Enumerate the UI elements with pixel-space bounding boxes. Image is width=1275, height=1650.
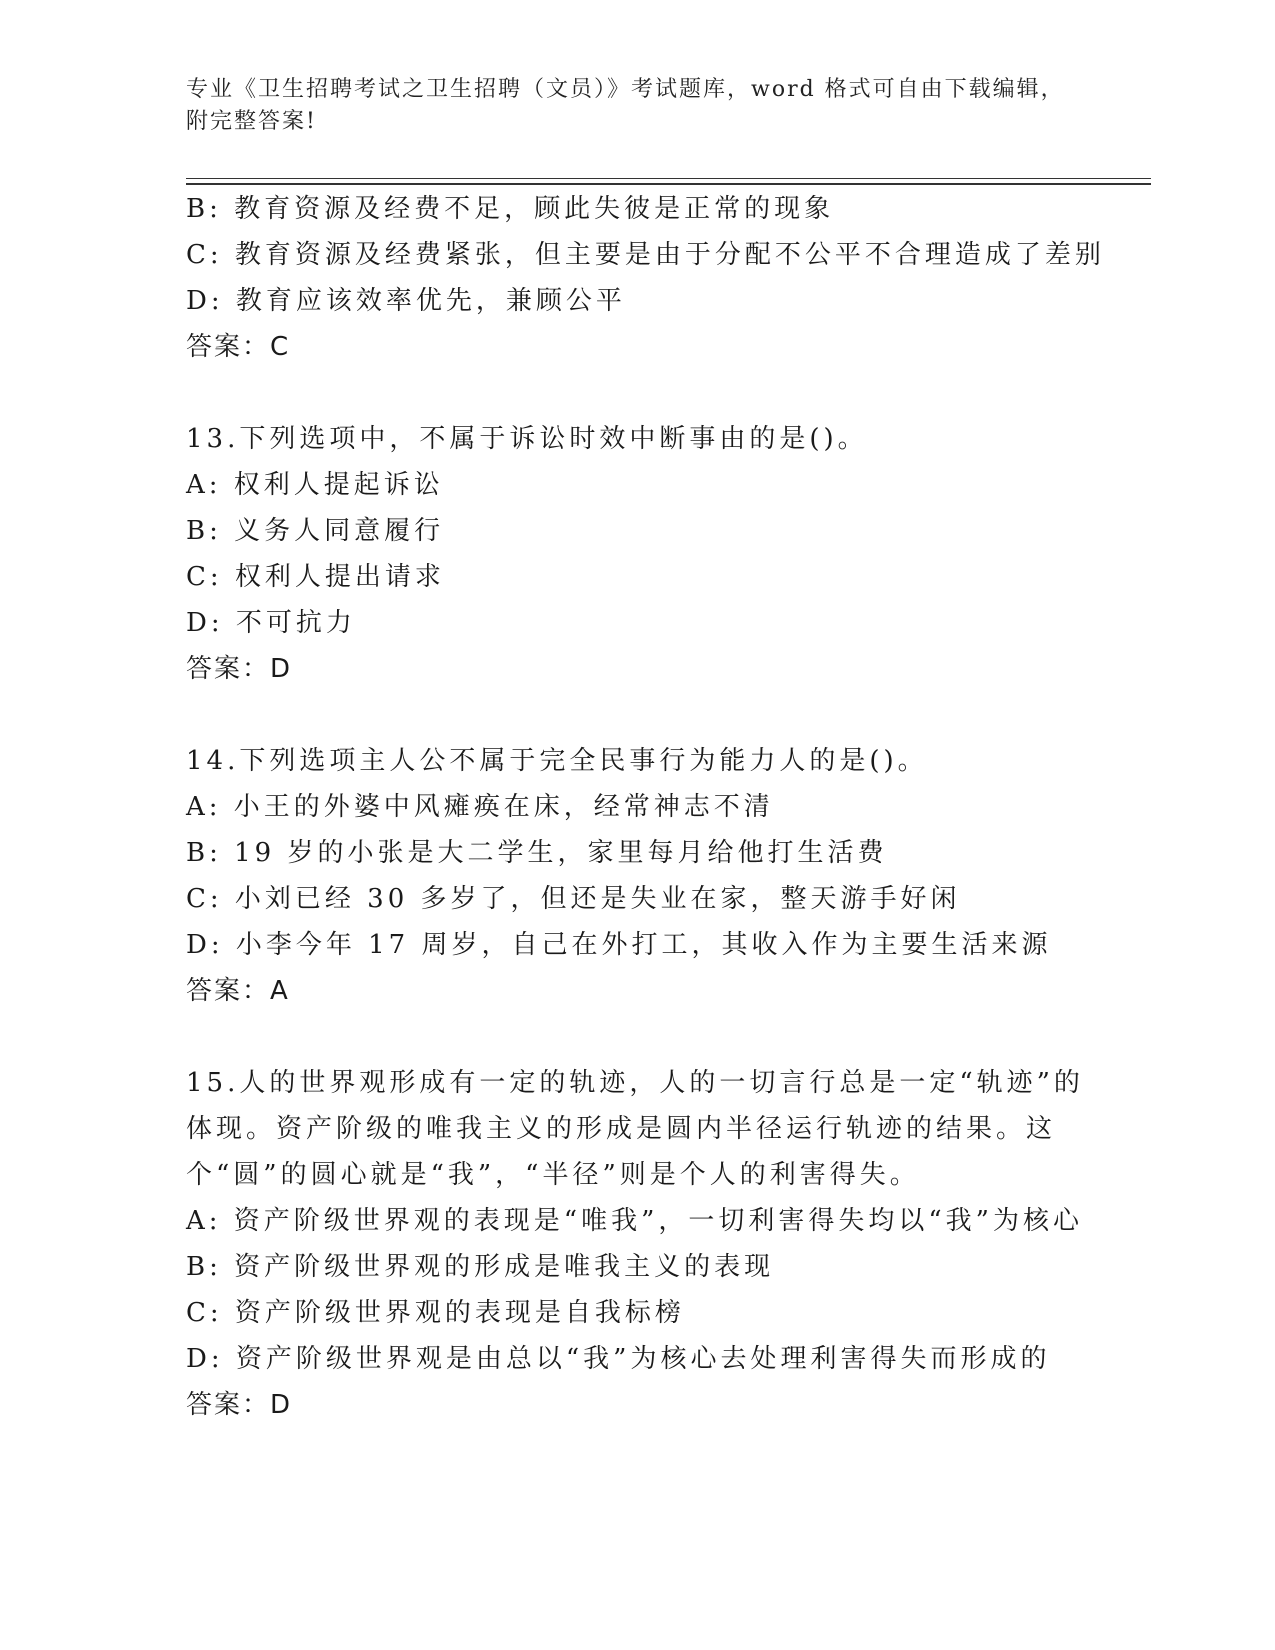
header-rule-thick <box>186 183 1151 185</box>
option-d: D: 不可抗力 <box>186 608 356 638</box>
question-14 <box>186 738 1086 1014</box>
option-a: A: 小王的外婆中风瘫痪在床，经常神志不清 <box>186 792 774 822</box>
option-c: C: 小刘已经 30 多岁了，但还是失业在家，整天游手好闲 <box>186 884 961 914</box>
document-header: 专业《卫生招聘考试之卫生招聘（文员）》考试题库，word 格式可自由下载编辑，附完整答案! <box>186 77 1065 134</box>
option-b: B: 教育资源及经费不足，顾此失彼是正常的现象 <box>186 194 835 224</box>
option-d: D: 资产阶级世界观是由总以“我”为核心去处理利害得失而形成的 <box>186 1344 1051 1374</box>
spacer <box>186 370 1086 416</box>
header-rule-thin <box>186 178 1151 179</box>
spacer <box>186 692 1086 738</box>
answer-label: 答案：D <box>186 654 293 684</box>
option-b: B: 19 岁的小张是大二学生，家里每月给他打生活费 <box>186 838 888 868</box>
option-a: A: 权利人提起诉讼 <box>186 470 444 500</box>
option-d: D: 教育应该效率优先，兼顾公平 <box>186 286 626 316</box>
option-c: C: 资产阶级世界观的表现是自我标榜 <box>186 1298 685 1328</box>
question-stem: 15.人的世界观形成有一定的轨迹，人的一切言行总是一定“轨迹”的体现。资产阶级的唯我主义的形成是圆内半径运行轨迹的结果。这个“圆”的圆心就是“我”，“半径”则是个人的利害得失。 <box>186 1068 1084 1190</box>
spacer <box>186 1014 1086 1060</box>
answer-label: 答案：D <box>186 1390 293 1420</box>
question-content <box>186 186 1105 1428</box>
option-a: A: 资产阶级世界观的表现是“唯我”，一切利害得失均以“我”为核心 <box>186 1206 1083 1236</box>
question-15 <box>186 1060 1086 1428</box>
answer-label: 答案：C <box>186 332 291 362</box>
question-stem: 13.下列选项中，不属于诉讼时效中断事由的是()。 <box>186 424 868 454</box>
option-b: B: 义务人同意履行 <box>186 516 445 546</box>
question-13 <box>186 416 1086 692</box>
answer-label: 答案：A <box>186 976 290 1006</box>
question-12-continued <box>186 186 1105 370</box>
option-b: B: 资产阶级世界观的形成是唯我主义的表现 <box>186 1252 775 1282</box>
question-stem: 14.下列选项主人公不属于完全民事行为能力人的是()。 <box>186 746 928 776</box>
option-c: C: 教育资源及经费紧张，但主要是由于分配不公平不合理造成了差别 <box>186 240 1105 270</box>
option-c: C: 权利人提出请求 <box>186 562 445 592</box>
option-d: D: 小李今年 17 周岁，自己在外打工，其收入作为主要生活来源 <box>186 930 1052 960</box>
